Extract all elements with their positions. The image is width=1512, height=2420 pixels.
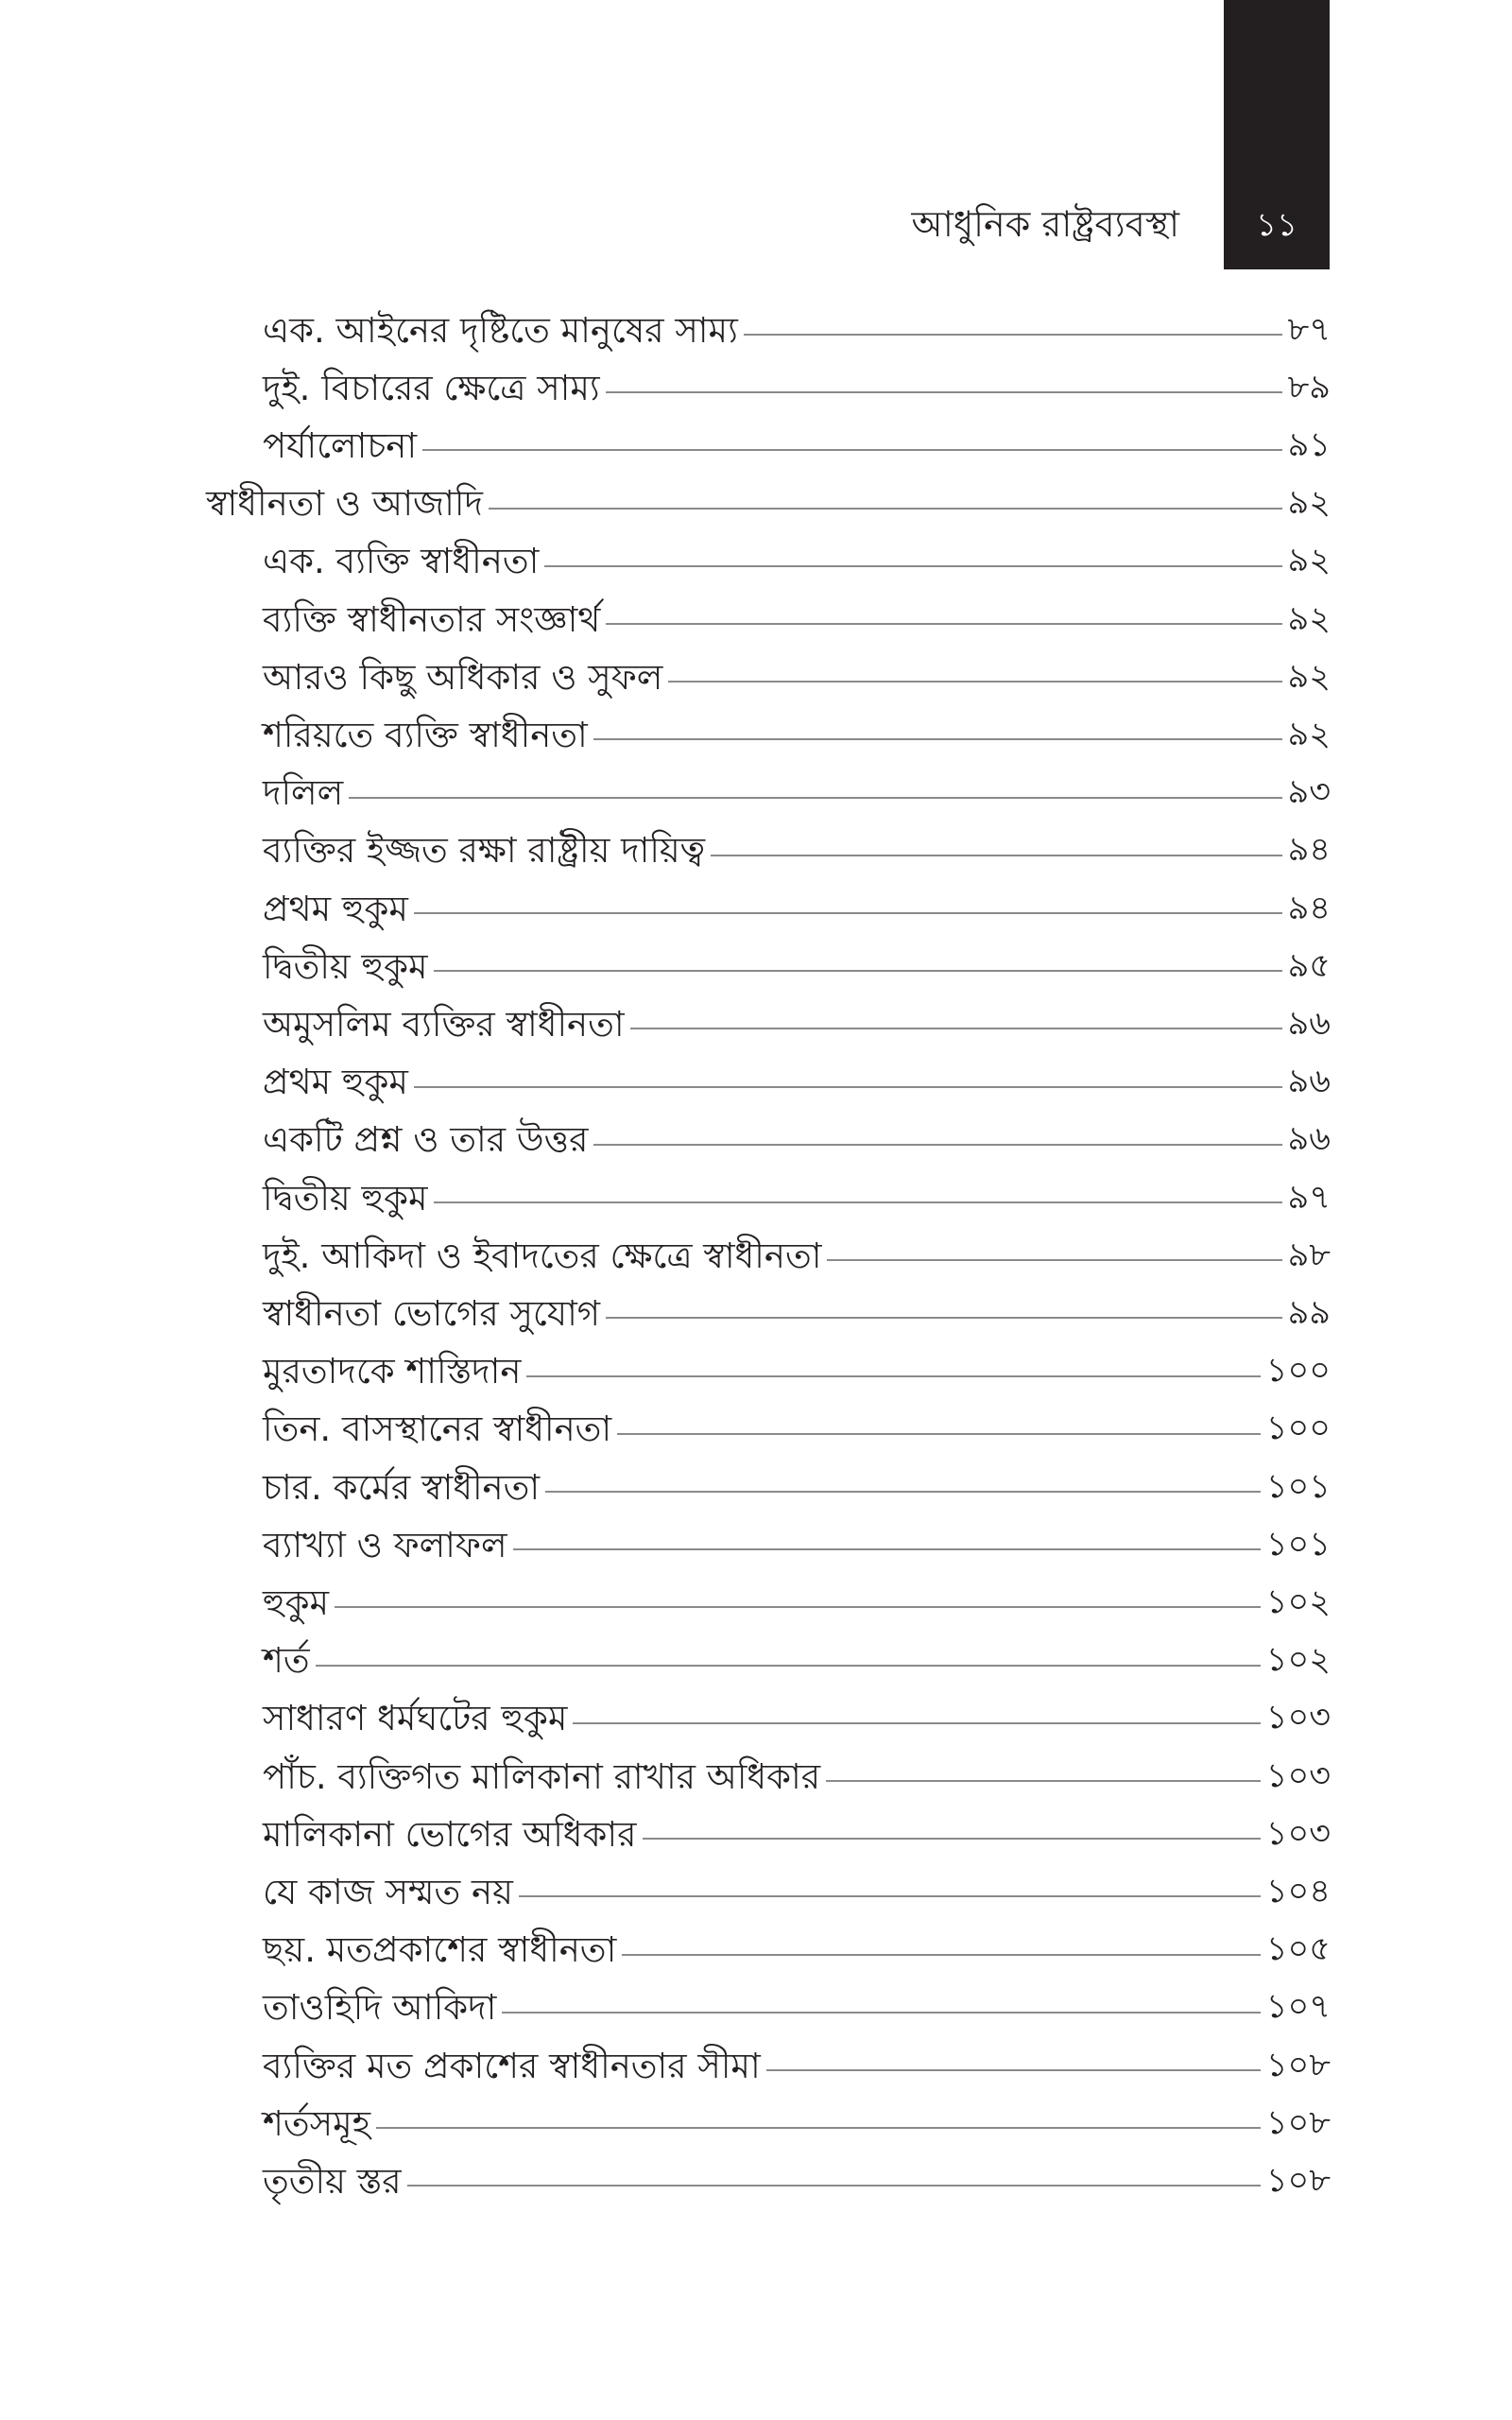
toc-leader-line bbox=[414, 912, 1282, 914]
toc-entry-title: ব্যক্তির মত প্রকাশের স্বাধীনতার সীমা bbox=[263, 2045, 761, 2086]
toc-entry-page: ১০১ bbox=[1265, 1467, 1331, 1506]
toc-entry-page: ১০০ bbox=[1265, 1409, 1331, 1448]
toc-entry[interactable] bbox=[263, 416, 1331, 475]
toc-leader-line bbox=[643, 1838, 1261, 1840]
toc-entry[interactable] bbox=[263, 1284, 1331, 1342]
toc-leader-line bbox=[606, 391, 1282, 393]
toc-leader-line bbox=[526, 1375, 1260, 1377]
toc-entry-title: শর্ত bbox=[263, 1640, 310, 1682]
toc-entry[interactable] bbox=[263, 2036, 1331, 2095]
toc-entry-page: ১০৮ bbox=[1265, 2046, 1331, 2084]
toc-entry[interactable] bbox=[263, 821, 1331, 880]
toc-entry-page: ১০২ bbox=[1265, 1582, 1331, 1621]
toc-entry[interactable] bbox=[263, 532, 1331, 591]
toc-entry[interactable] bbox=[263, 1342, 1331, 1401]
toc-entry-title: ব্যক্তি স্বাধীনতার সংজ্ঞার্থ bbox=[263, 598, 601, 640]
toc-entry[interactable] bbox=[263, 2152, 1331, 2210]
toc-leader-line bbox=[593, 738, 1282, 740]
toc-leader-line bbox=[606, 623, 1281, 625]
toc-leader-line bbox=[744, 334, 1282, 336]
toc-entry[interactable] bbox=[263, 2094, 1331, 2152]
toc-entry-page: ১০২ bbox=[1265, 1641, 1331, 1680]
toc-entry-page: ৯৭ bbox=[1287, 1178, 1331, 1217]
toc-entry-page: ১০৮ bbox=[1265, 2103, 1331, 2142]
toc-leader-line bbox=[606, 1317, 1282, 1319]
toc-entry-title: ছয়. মতপ্রকাশের স্বাধীনতা bbox=[263, 1929, 617, 1971]
toc-entry-page: ৯৪ bbox=[1287, 831, 1331, 870]
toc-entry-title: মুরতাদকে শাস্তিদান bbox=[263, 1351, 522, 1392]
toc-entry-title: প্রথম হুকুম bbox=[263, 888, 408, 929]
toc-entry[interactable] bbox=[263, 590, 1331, 648]
toc-entry-page: ১০১ bbox=[1265, 1525, 1331, 1564]
toc-leader-line bbox=[544, 565, 1281, 567]
toc-entry-title: ব্যাখ্যা ও ফলাফল bbox=[263, 1524, 507, 1565]
toc-leader-line bbox=[407, 2185, 1261, 2187]
toc-leader-line bbox=[519, 1895, 1261, 1897]
toc-entry-title: একটি প্রশ্ন ও তার উত্তর bbox=[263, 1119, 589, 1161]
toc-entry-page: ১০৩ bbox=[1265, 1756, 1331, 1795]
toc-entry-title: দলিল bbox=[263, 772, 344, 814]
toc-entry[interactable] bbox=[263, 1747, 1331, 1806]
toc-entry-title: প্রথম হুকুম bbox=[263, 1062, 408, 1103]
toc-leader-line bbox=[502, 2012, 1260, 2014]
toc-entry-page: ৯৬ bbox=[1287, 1120, 1331, 1159]
toc-entry-page: ৯২ bbox=[1287, 657, 1331, 696]
toc-entry[interactable] bbox=[263, 1979, 1331, 2037]
toc-entry[interactable] bbox=[206, 475, 1331, 533]
toc-leader-line bbox=[826, 1780, 1261, 1782]
toc-entry[interactable] bbox=[263, 994, 1331, 1053]
toc-leader-line bbox=[376, 2127, 1261, 2129]
toc-entry-title: তিন. বাসস্থানের স্বাধীনতা bbox=[263, 1409, 612, 1450]
toc-entry-page: ৯৮ bbox=[1287, 1236, 1331, 1274]
toc-entry-page: ৯২ bbox=[1287, 484, 1331, 523]
toc-leader-line bbox=[434, 1201, 1282, 1203]
toc-entry-title: দুই. আকিদা ও ইবাদতের ক্ষেত্রে স্বাধীনতা bbox=[263, 1235, 822, 1276]
toc-leader-line bbox=[513, 1548, 1261, 1550]
toc-entry-title: চার. কর্মের স্বাধীনতা bbox=[263, 1466, 541, 1508]
toc-entry-title: মালিকানা ভোগের অধিকার bbox=[263, 1813, 637, 1855]
toc-entry[interactable] bbox=[263, 1458, 1331, 1516]
toc-entry-title: এক. ব্যক্তি স্বাধীনতা bbox=[263, 541, 540, 582]
toc-entry-title: তৃতীয় স্তর bbox=[263, 2160, 402, 2202]
toc-entry[interactable] bbox=[263, 1226, 1331, 1285]
running-header-title: আধুনিক রাষ্ট্রব্যবস্থা bbox=[911, 203, 1179, 245]
toc-entry-page: ১০০ bbox=[1265, 1352, 1331, 1391]
toc-entry[interactable] bbox=[263, 1053, 1331, 1112]
toc-entry[interactable] bbox=[263, 1862, 1331, 1921]
toc-leader-line bbox=[316, 1665, 1261, 1667]
toc-entry-page: ৮৯ bbox=[1287, 368, 1331, 406]
toc-entry[interactable] bbox=[263, 1921, 1331, 1979]
toc-entry-page: ৯১ bbox=[1287, 425, 1331, 464]
toc-entry[interactable] bbox=[263, 1573, 1331, 1632]
toc-leader-line bbox=[593, 1144, 1281, 1146]
toc-entry[interactable] bbox=[263, 1111, 1331, 1169]
toc-entry[interactable] bbox=[263, 705, 1331, 764]
toc-leader-line bbox=[422, 449, 1281, 451]
toc-entry[interactable] bbox=[263, 879, 1331, 938]
toc-entry-page: ৯৯ bbox=[1287, 1293, 1331, 1332]
toc-entry-page: ১০৪ bbox=[1265, 1872, 1331, 1910]
toc-entry[interactable] bbox=[263, 1805, 1331, 1863]
toc-entry-title: সাধারণ ধর্মঘটের হুকুম bbox=[263, 1698, 568, 1739]
toc-entry[interactable] bbox=[263, 301, 1331, 359]
toc-entry-title: দ্বিতীয় হুকুম bbox=[263, 1177, 428, 1219]
toc-entry[interactable] bbox=[263, 1400, 1331, 1459]
page-number-tab bbox=[1224, 0, 1330, 269]
toc-entry-title: এক. আইনের দৃষ্টিতে মানুষের সাম্য bbox=[263, 309, 738, 351]
toc-leader-line bbox=[617, 1433, 1261, 1435]
toc-entry-title: আরও কিছু অধিকার ও সুফল bbox=[263, 656, 663, 698]
toc-entry-page: ৯৪ bbox=[1287, 889, 1331, 927]
toc-entry-page: ৯২ bbox=[1287, 599, 1331, 638]
toc-entry-page: ৯২ bbox=[1287, 715, 1331, 753]
toc-entry-page: ৯৫ bbox=[1287, 946, 1331, 985]
toc-entry-page: ৯৬ bbox=[1287, 1063, 1331, 1101]
toc-entry-page: ১০৩ bbox=[1265, 1699, 1331, 1737]
toc-entry-title: শরিয়তে ব্যক্তি স্বাধীনতা bbox=[263, 714, 588, 755]
toc-leader-line bbox=[349, 797, 1281, 799]
toc-leader-line bbox=[434, 970, 1282, 972]
toc-entry-page: ৯৬ bbox=[1287, 1004, 1331, 1043]
toc-entry-page: ৯২ bbox=[1287, 542, 1331, 580]
toc-entry-title: শর্তসমূহ bbox=[263, 2102, 371, 2144]
toc-entry-title: পর্যালোচনা bbox=[263, 424, 418, 466]
toc-leader-line bbox=[622, 1954, 1261, 1956]
toc-entry-page: ৯৩ bbox=[1287, 773, 1331, 812]
toc-entry-page: ১০৮ bbox=[1265, 2161, 1331, 2200]
toc-leader-line bbox=[630, 1028, 1282, 1029]
toc-leader-line bbox=[573, 1722, 1260, 1724]
toc-leader-line bbox=[827, 1259, 1281, 1261]
toc-leader-line bbox=[335, 1606, 1261, 1608]
toc-entry[interactable] bbox=[263, 764, 1331, 822]
toc-leader-line bbox=[668, 681, 1281, 683]
toc-entry[interactable] bbox=[263, 1168, 1331, 1227]
toc-entry[interactable] bbox=[263, 648, 1331, 706]
toc-leader-line bbox=[766, 2069, 1261, 2071]
page-number: ১১ bbox=[1255, 206, 1298, 244]
toc-entry-title: স্বাধীনতা ভোগের সুযোগ bbox=[263, 1292, 601, 1334]
toc-entry[interactable] bbox=[263, 358, 1331, 417]
toc-entry-title: অমুসলিম ব্যক্তির স্বাধীনতা bbox=[263, 1003, 625, 1045]
toc-entry-title: যে কাজ সম্মত নয় bbox=[263, 1871, 513, 1912]
toc-leader-line bbox=[545, 1491, 1261, 1493]
toc-leader-line bbox=[711, 855, 1282, 856]
toc-entry-page: ১০৭ bbox=[1265, 1988, 1331, 2027]
toc-entry-title: ব্যক্তির ইজ্জত রক্ষা রাষ্ট্রীয় দায়িত্ব bbox=[263, 830, 706, 872]
toc-leader-line bbox=[489, 508, 1282, 510]
toc-entry-page: ১০৩ bbox=[1265, 1814, 1331, 1853]
toc-entry-title: পাঁচ. ব্যক্তিগত মালিকানা রাখার অধিকার bbox=[263, 1755, 821, 1797]
toc-entry-page: ৮৭ bbox=[1287, 310, 1331, 349]
toc-entry[interactable] bbox=[263, 1632, 1331, 1690]
toc-entry-title: দ্বিতীয় হুকুম bbox=[263, 945, 428, 987]
toc-entry-title: দুই. বিচারের ক্ষেত্রে সাম্য bbox=[263, 367, 600, 408]
toc-entry-page: ১০৫ bbox=[1265, 1930, 1331, 1969]
toc-entry-title: তাওহিদি আকিদা bbox=[263, 1987, 497, 2029]
toc-entry[interactable] bbox=[263, 1515, 1331, 1574]
toc-entry-title: হুকুম bbox=[263, 1582, 330, 1623]
toc-entry[interactable] bbox=[263, 1689, 1331, 1748]
toc-entry[interactable] bbox=[263, 937, 1331, 995]
toc-leader-line bbox=[414, 1086, 1282, 1088]
toc-entry-title: স্বাধীনতা ও আজাদি bbox=[206, 483, 483, 525]
